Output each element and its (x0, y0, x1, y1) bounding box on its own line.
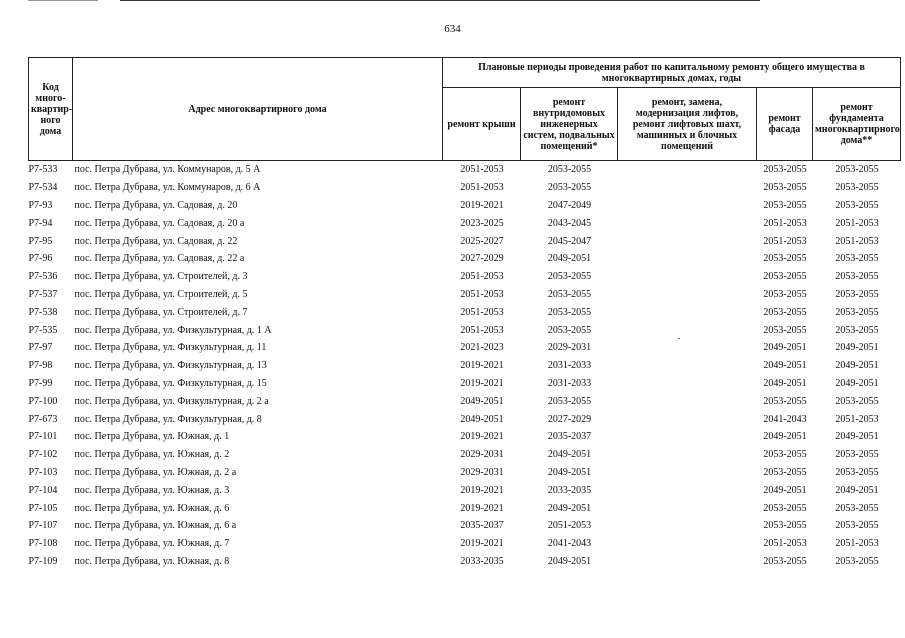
cell-systems: 2053-2055 (547, 395, 592, 407)
header-facade: ремонт фасада (757, 88, 813, 161)
cell-facade: 2053-2055 (763, 182, 807, 194)
cell-foundation: 2049-2051 (835, 377, 879, 389)
cell-address: пос. Петра Дубрава, ул. Физкультурная, д. 13 (74, 360, 267, 372)
cell-facade: 2051-2053 (763, 217, 807, 229)
cell-code: P7-109 (28, 555, 58, 567)
cell-address: пос. Петра Дубрава, ул. Коммунаров, д. 6 А (74, 182, 261, 194)
cell-foundation: 2053-2055 (835, 395, 879, 407)
cell-code: P7-99 (28, 377, 53, 389)
cell-foundation: 2053-2055 (835, 199, 879, 211)
cell-lifts (618, 250, 757, 268)
cell-foundation: 2049-2051 (835, 360, 879, 372)
cell-roof: 2051-2053 (460, 288, 504, 300)
cell-address: пос. Петра Дубрава, ул. Физкультурная, д. 2 а (74, 395, 269, 407)
cell-roof: 2035-2037 (460, 520, 504, 532)
cell-facade: 2053-2055 (763, 324, 807, 336)
cell-roof: 2019-2021 (460, 502, 504, 514)
cell-address: пос. Петра Дубрава, ул. Физкультурная, д. 15 (74, 377, 267, 389)
cell-lifts (618, 339, 757, 357)
cell-systems: 2053-2055 (547, 306, 592, 318)
cell-code: P7-103 (28, 466, 58, 478)
table-row (29, 250, 901, 268)
cell-lifts (618, 464, 757, 482)
cell-systems: 2029-2031 (547, 342, 592, 354)
cell-foundation: 2051-2053 (835, 217, 879, 229)
cell-lifts (618, 392, 757, 410)
cell-systems: 2049-2051 (547, 253, 592, 265)
table-row (29, 197, 901, 215)
cell-code: P7-538 (28, 306, 58, 318)
table-row (29, 375, 901, 393)
cell-address: пос. Петра Дубрава, ул. Южная, д. 7 (74, 538, 230, 550)
cell-facade: 2053-2055 (763, 271, 807, 283)
cell-roof: 2029-2031 (460, 449, 504, 461)
cell-address: пос. Петра Дубрава, ул. Физкультурная, д. 8 (74, 413, 262, 425)
cell-code: P7-93 (28, 199, 53, 211)
cell-systems: 2049-2051 (547, 555, 592, 567)
cell-roof: 2051-2053 (460, 324, 504, 336)
cell-address: пос. Петра Дубрава, ул. Коммунаров, д. 5 А (74, 164, 261, 176)
cell-systems: 2049-2051 (547, 449, 592, 461)
header-code: Код много-квартир-ного дома (29, 58, 73, 161)
cell-roof: 2051-2053 (460, 306, 504, 318)
cell-systems: 2041-2043 (547, 538, 592, 550)
page-number: 634 (444, 23, 461, 35)
cell-facade: 2053-2055 (763, 449, 807, 461)
cell-lifts (618, 286, 757, 304)
cell-roof: 2049-2051 (460, 413, 504, 425)
cell-roof: 2025-2027 (460, 235, 504, 247)
cell-lifts (618, 517, 757, 535)
header-systems: ремонт внутридомовых инженерных систем, подвальных помещений* (521, 88, 618, 161)
top-rule (120, 0, 760, 1)
cell-systems: 2031-2033 (547, 360, 592, 372)
cell-code: P7-97 (28, 342, 53, 354)
cell-address: пос. Петра Дубрава, ул. Южная, д. 6 а (74, 520, 237, 532)
cell-facade: 2049-2051 (763, 342, 807, 354)
cell-facade: 2053-2055 (763, 555, 807, 567)
cell-roof: 2019-2021 (460, 360, 504, 372)
cell-foundation: 2051-2053 (835, 235, 879, 247)
cell-roof: 2033-2035 (460, 555, 504, 567)
table-row (29, 481, 901, 499)
cell-address: пос. Петра Дубрава, ул. Южная, д. 2 а (74, 466, 237, 478)
cell-systems: 2033-2035 (547, 484, 592, 496)
cell-code: P7-96 (28, 253, 53, 265)
cell-facade: 2049-2051 (763, 431, 807, 443)
cell-systems: 2043-2045 (547, 217, 592, 229)
table-row (29, 464, 901, 482)
cell-foundation: 2053-2055 (835, 271, 879, 283)
cell-foundation: 2053-2055 (835, 466, 879, 478)
table-body (29, 161, 901, 571)
cell-address: пос. Петра Дубрава, ул. Строителей, д. 7 (74, 306, 248, 318)
cell-facade: 2053-2055 (763, 199, 807, 211)
cell-address: пос. Петра Дубрава, ул. Южная, д. 3 (74, 484, 230, 496)
cell-code: P7-102 (28, 449, 58, 461)
table-row (29, 303, 901, 321)
cell-foundation: 2053-2055 (835, 182, 879, 194)
cell-address: пос. Петра Дубрава, ул. Южная, д. 6 (74, 502, 230, 514)
cell-facade: 2053-2055 (763, 253, 807, 265)
cell-roof: 2019-2021 (460, 431, 504, 443)
cell-address: пос. Петра Дубрава, ул. Садовая, д. 22 (74, 235, 238, 247)
cell-foundation: 2051-2053 (835, 538, 879, 550)
cell-foundation: 2049-2051 (835, 431, 879, 443)
cell-systems: 2053-2055 (547, 164, 592, 176)
cell-lifts (618, 268, 757, 286)
cell-code: P7-535 (28, 324, 58, 336)
cell-lifts (618, 375, 757, 393)
cell-foundation: 2049-2051 (835, 342, 879, 354)
cell-lifts (618, 410, 757, 428)
cell-code: P7-108 (28, 538, 58, 550)
cell-code: P7-100 (28, 395, 58, 407)
header-planned-periods: Плановые периоды проведения работ по капитальному ремонту общего имущества в многоквартирных домах, годы (443, 58, 901, 88)
cell-lifts (618, 553, 757, 571)
table-row (29, 232, 901, 250)
table-row (29, 535, 901, 553)
cell-systems: 2035-2037 (547, 431, 592, 443)
header-foundation: ремонт фундамента многоквартирного дома** (813, 88, 901, 161)
cell-foundation: 2053-2055 (835, 555, 879, 567)
cell-code: P7-105 (28, 502, 58, 514)
cell-address: пос. Петра Дубрава, ул. Садовая, д. 20 (74, 199, 238, 211)
cell-roof: 2019-2021 (460, 538, 504, 550)
cell-systems: 2053-2055 (547, 324, 592, 336)
cell-facade: 2049-2051 (763, 377, 807, 389)
cell-facade: 2053-2055 (763, 502, 807, 514)
cell-code: P7-673 (28, 413, 58, 425)
cell-systems: 2031-2033 (547, 377, 592, 389)
cell-code: P7-95 (28, 235, 53, 247)
table-row (29, 339, 901, 357)
cell-roof: 2027-2029 (460, 253, 504, 265)
cell-code: P7-536 (28, 271, 58, 283)
cell-foundation: 2053-2055 (835, 449, 879, 461)
cell-address: пос. Петра Дубрава, ул. Южная, д. 8 (74, 555, 230, 567)
cell-address: пос. Петра Дубрава, ул. Садовая, д. 20 а (74, 217, 245, 229)
cell-systems: 2045-2047 (547, 235, 592, 247)
table-row (29, 214, 901, 232)
cell-facade: 2053-2055 (763, 164, 807, 176)
cell-foundation: 2049-2051 (835, 484, 879, 496)
cell-roof: 2019-2021 (460, 199, 504, 211)
cell-lifts (618, 179, 757, 197)
cell-address: пос. Петра Дубрава, ул. Садовая, д. 22 а (74, 253, 245, 265)
table-row (29, 286, 901, 304)
cell-roof: 2049-2051 (460, 395, 504, 407)
cell-lifts (618, 214, 757, 232)
cell-systems: 2049-2051 (547, 502, 592, 514)
table-row (29, 553, 901, 571)
cell-facade: 2053-2055 (763, 306, 807, 318)
header-roof: ремонт крыши (443, 88, 521, 161)
cell-address: пос. Петра Дубрава, ул. Строителей, д. 3 (74, 271, 248, 283)
cell-code: P7-98 (28, 360, 53, 372)
cell-lifts (618, 481, 757, 499)
cell-systems: 2049-2051 (547, 466, 592, 478)
cell-lifts (618, 197, 757, 215)
header-lifts: ремонт, замена, модернизация лифтов, ремонт лифтовых шахт, машинных и блочных помещений (618, 88, 757, 161)
cell-lifts (618, 357, 757, 375)
cell-lifts (618, 446, 757, 464)
table-header (29, 58, 901, 161)
cell-address: пос. Петра Дубрава, ул. Южная, д. 1 (74, 431, 230, 443)
table-row (29, 392, 901, 410)
cell-foundation: 2053-2055 (835, 306, 879, 318)
table-row (29, 268, 901, 286)
cell-code: P7-94 (28, 217, 53, 229)
cell-lifts (618, 535, 757, 553)
cell-code: P7-537 (28, 288, 58, 300)
cell-lifts (618, 321, 757, 339)
cell-code: P7-533 (28, 164, 58, 176)
table-row (29, 357, 901, 375)
cell-lifts (618, 303, 757, 321)
cell-roof: 2051-2053 (460, 271, 504, 283)
table-row (29, 321, 901, 339)
table-row (29, 499, 901, 517)
cell-facade: 2051-2053 (763, 538, 807, 550)
cell-facade: 2049-2051 (763, 484, 807, 496)
table-row (29, 179, 901, 197)
cell-code: P7-534 (28, 182, 58, 194)
cell-systems: 2053-2055 (547, 182, 592, 194)
cell-roof: 2029-2031 (460, 466, 504, 478)
cell-roof: 2023-2025 (460, 217, 504, 229)
cell-roof: 2021-2023 (460, 342, 504, 354)
cell-code: P7-101 (28, 431, 58, 443)
table-row (29, 410, 901, 428)
cell-foundation: 2053-2055 (835, 164, 879, 176)
cell-facade: 2041-2043 (763, 413, 807, 425)
scan-mark (28, 0, 98, 1)
repair-schedule-table-wrap (28, 57, 900, 570)
cell-code: P7-104 (28, 484, 58, 496)
table-row (29, 161, 901, 179)
cell-foundation: 2053-2055 (835, 502, 879, 514)
cell-address: пос. Петра Дубрава, ул. Южная, д. 2 (74, 449, 230, 461)
cell-address: пос. Петра Дубрава, ул. Физкультурная, д. 1 А (74, 324, 272, 336)
cell-systems: 2053-2055 (547, 288, 592, 300)
cell-roof: 2019-2021 (460, 377, 504, 389)
cell-address: пос. Петра Дубрава, ул. Строителей, д. 5 (74, 288, 248, 300)
cell-facade: 2051-2053 (763, 235, 807, 247)
table-row (29, 446, 901, 464)
cell-foundation: 2053-2055 (835, 288, 879, 300)
cell-lifts (618, 428, 757, 446)
cell-foundation: 2053-2055 (835, 520, 879, 532)
cell-foundation: 2051-2053 (835, 413, 879, 425)
scan-speck (678, 338, 680, 339)
cell-systems: 2051-2053 (547, 520, 592, 532)
cell-foundation: 2053-2055 (835, 324, 879, 336)
cell-roof: 2051-2053 (460, 182, 504, 194)
table-row (29, 517, 901, 535)
table-row (29, 428, 901, 446)
cell-facade: 2053-2055 (763, 288, 807, 300)
cell-facade: 2053-2055 (763, 520, 807, 532)
cell-systems: 2027-2029 (547, 413, 592, 425)
cell-roof: 2019-2021 (460, 484, 504, 496)
cell-facade: 2053-2055 (763, 395, 807, 407)
repair-schedule-table (28, 57, 901, 570)
cell-facade: 2049-2051 (763, 360, 807, 372)
cell-roof: 2051-2053 (460, 164, 504, 176)
cell-systems: 2053-2055 (547, 271, 592, 283)
cell-lifts (618, 499, 757, 517)
cell-lifts (618, 161, 757, 179)
cell-facade: 2053-2055 (763, 466, 807, 478)
cell-systems: 2047-2049 (547, 199, 592, 211)
cell-foundation: 2053-2055 (835, 253, 879, 265)
header-address: Адрес многоквартирного дома (73, 58, 443, 161)
cell-code: P7-107 (28, 520, 58, 532)
cell-lifts (618, 232, 757, 250)
cell-address: пос. Петра Дубрава, ул. Физкультурная, д. 11 (74, 342, 267, 354)
